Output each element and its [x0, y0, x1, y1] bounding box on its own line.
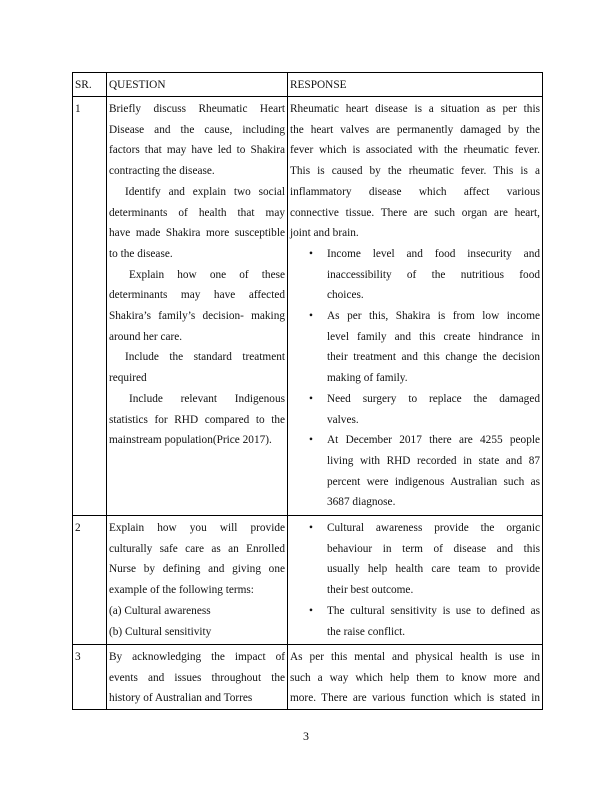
bullet-text: Cultural awareness provide the organic [327, 522, 540, 534]
question-line: culturally safe care as an Enrolled [109, 542, 285, 555]
bullet-line [290, 580, 540, 601]
bullet-text: The cultural sensitivity is use to defined as [327, 604, 540, 617]
bullet-line [290, 306, 540, 327]
bullet-text: At December 2017 there are 4255 people [327, 434, 540, 447]
question-cell [107, 516, 288, 645]
bullet-line [290, 518, 540, 539]
bullet-line [290, 451, 540, 472]
question-line: mainstream population(Price 2017). [109, 434, 272, 447]
bullet-line [290, 285, 540, 306]
bullet-line [290, 492, 540, 513]
sr-cell: 2 [73, 516, 107, 645]
page-number: 3 [303, 729, 309, 743]
question-line: determinants of health that may [109, 206, 285, 219]
bullet-text: 3687 diagnose. [327, 496, 396, 509]
sr-cell: 1 [73, 97, 107, 516]
response-cell [288, 97, 543, 516]
question-line: Briefly discuss Rheumatic Heart [109, 103, 285, 115]
response-line: Rheumatic heart disease is a situation as per this [290, 103, 540, 115]
question-line: required [109, 372, 147, 385]
bullet-line [290, 601, 540, 622]
bullet-text: choices. [327, 289, 364, 302]
bullet-line [290, 347, 540, 368]
question-line: to the disease. [109, 247, 173, 260]
bullet-line [290, 410, 540, 431]
bullet-line [290, 389, 540, 410]
question-line: statistics for RHD compared to the [109, 413, 285, 426]
question-line: Include the standard treatment [125, 351, 285, 364]
bullet-icon: • [309, 522, 313, 534]
bullet-line [290, 327, 540, 348]
question-line: (a) Cultural awareness [109, 604, 211, 617]
response-line: connective tissue. There are such organ are heart, [290, 206, 540, 219]
response-cell [288, 516, 543, 645]
question-line: example of the following terms: [109, 584, 254, 597]
bullet-line [290, 539, 540, 560]
bullet-line [290, 559, 540, 580]
bullet-icon: • [309, 310, 313, 323]
bullet-text: usually help health care team to provide [327, 563, 540, 576]
bullet-text: As per this, Shakira is from low income [327, 310, 540, 323]
bullet-line [290, 472, 540, 493]
response-line: As per this mental and physical health is use in [290, 651, 540, 663]
question-line: have made Shakira more susceptible [109, 227, 285, 240]
response-line: This is caused by the rheumatic fever. This is a [290, 165, 540, 178]
question-line: Identify and explain two social [125, 185, 285, 198]
response-line: joint and brain. [290, 227, 359, 240]
question-line: (b) Cultural sensitivity [109, 625, 212, 638]
bullet-text: their best outcome. [327, 584, 414, 597]
question-line: Explain how you will provide [109, 522, 285, 534]
bullet-text: living with RHD recorded in state and 87 [327, 454, 540, 467]
response-line: fever which is associated with the rheumatic fever. [290, 144, 540, 157]
response-cell [288, 645, 543, 710]
question-line: Shakira’s family’s decision- making [109, 310, 285, 323]
question-line: around her care. [109, 330, 183, 343]
bullet-line [290, 430, 540, 451]
question-line: Include relevant Indigenous [129, 392, 285, 405]
bullet-text: level family and this create hindrance in [327, 330, 540, 343]
bullet-line [290, 244, 540, 265]
sr-cell: 3 [73, 645, 107, 710]
response-line: inflammatory disease which affect various [290, 185, 540, 198]
bullet-text: percent were indigenous Australian such as [327, 475, 540, 488]
question-line: events and issues throughout the [109, 671, 285, 684]
table-row [73, 97, 543, 516]
header-sr: SR. [73, 73, 107, 97]
table-header-row [73, 73, 543, 97]
table-row [73, 645, 543, 710]
response-line: more. There are various function which is stated in [290, 692, 540, 705]
bullet-icon: • [309, 604, 313, 617]
qa-table [72, 72, 543, 710]
bullet-icon: • [309, 434, 313, 447]
question-line: history of Australian and Torres [109, 692, 253, 705]
question-line: factors that may have led to Shakira [109, 144, 285, 157]
question-line: determinants may have affected [109, 289, 285, 302]
bullet-text: Income level and food insecurity and [327, 247, 540, 260]
bullet-line [290, 368, 540, 389]
response-line: the heart valves are permanently damaged by the [290, 123, 540, 136]
question-line: Disease and the cause, including [109, 123, 285, 136]
bullet-text: behaviour in term of disease and this [327, 542, 540, 555]
table-row [73, 516, 543, 645]
question-line: Explain how one of these [129, 268, 285, 281]
bullet-text: making of family. [327, 372, 408, 385]
bullet-text: Need surgery to replace the damaged [327, 392, 540, 405]
bullet-text: the raise conflict. [327, 625, 406, 638]
bullet-text: inaccessibility of the nutritious food [327, 268, 540, 281]
bullet-text: their treatment and this change the decision [327, 351, 540, 364]
question-line: By acknowledging the impact of [109, 651, 285, 663]
bullet-line [290, 622, 540, 643]
header-question: QUESTION [107, 73, 288, 97]
header-response: RESPONSE [288, 73, 543, 97]
question-cell [107, 97, 288, 516]
bullet-text: valves. [327, 413, 359, 426]
response-line: such a way which help them to know more and [290, 671, 540, 684]
question-line: contracting the disease. [109, 165, 215, 178]
question-line: Nurse by defining and giving one [109, 563, 285, 576]
bullet-icon: • [309, 392, 313, 405]
bullet-icon: • [309, 247, 313, 260]
bullet-line [290, 265, 540, 286]
question-cell [107, 645, 288, 710]
